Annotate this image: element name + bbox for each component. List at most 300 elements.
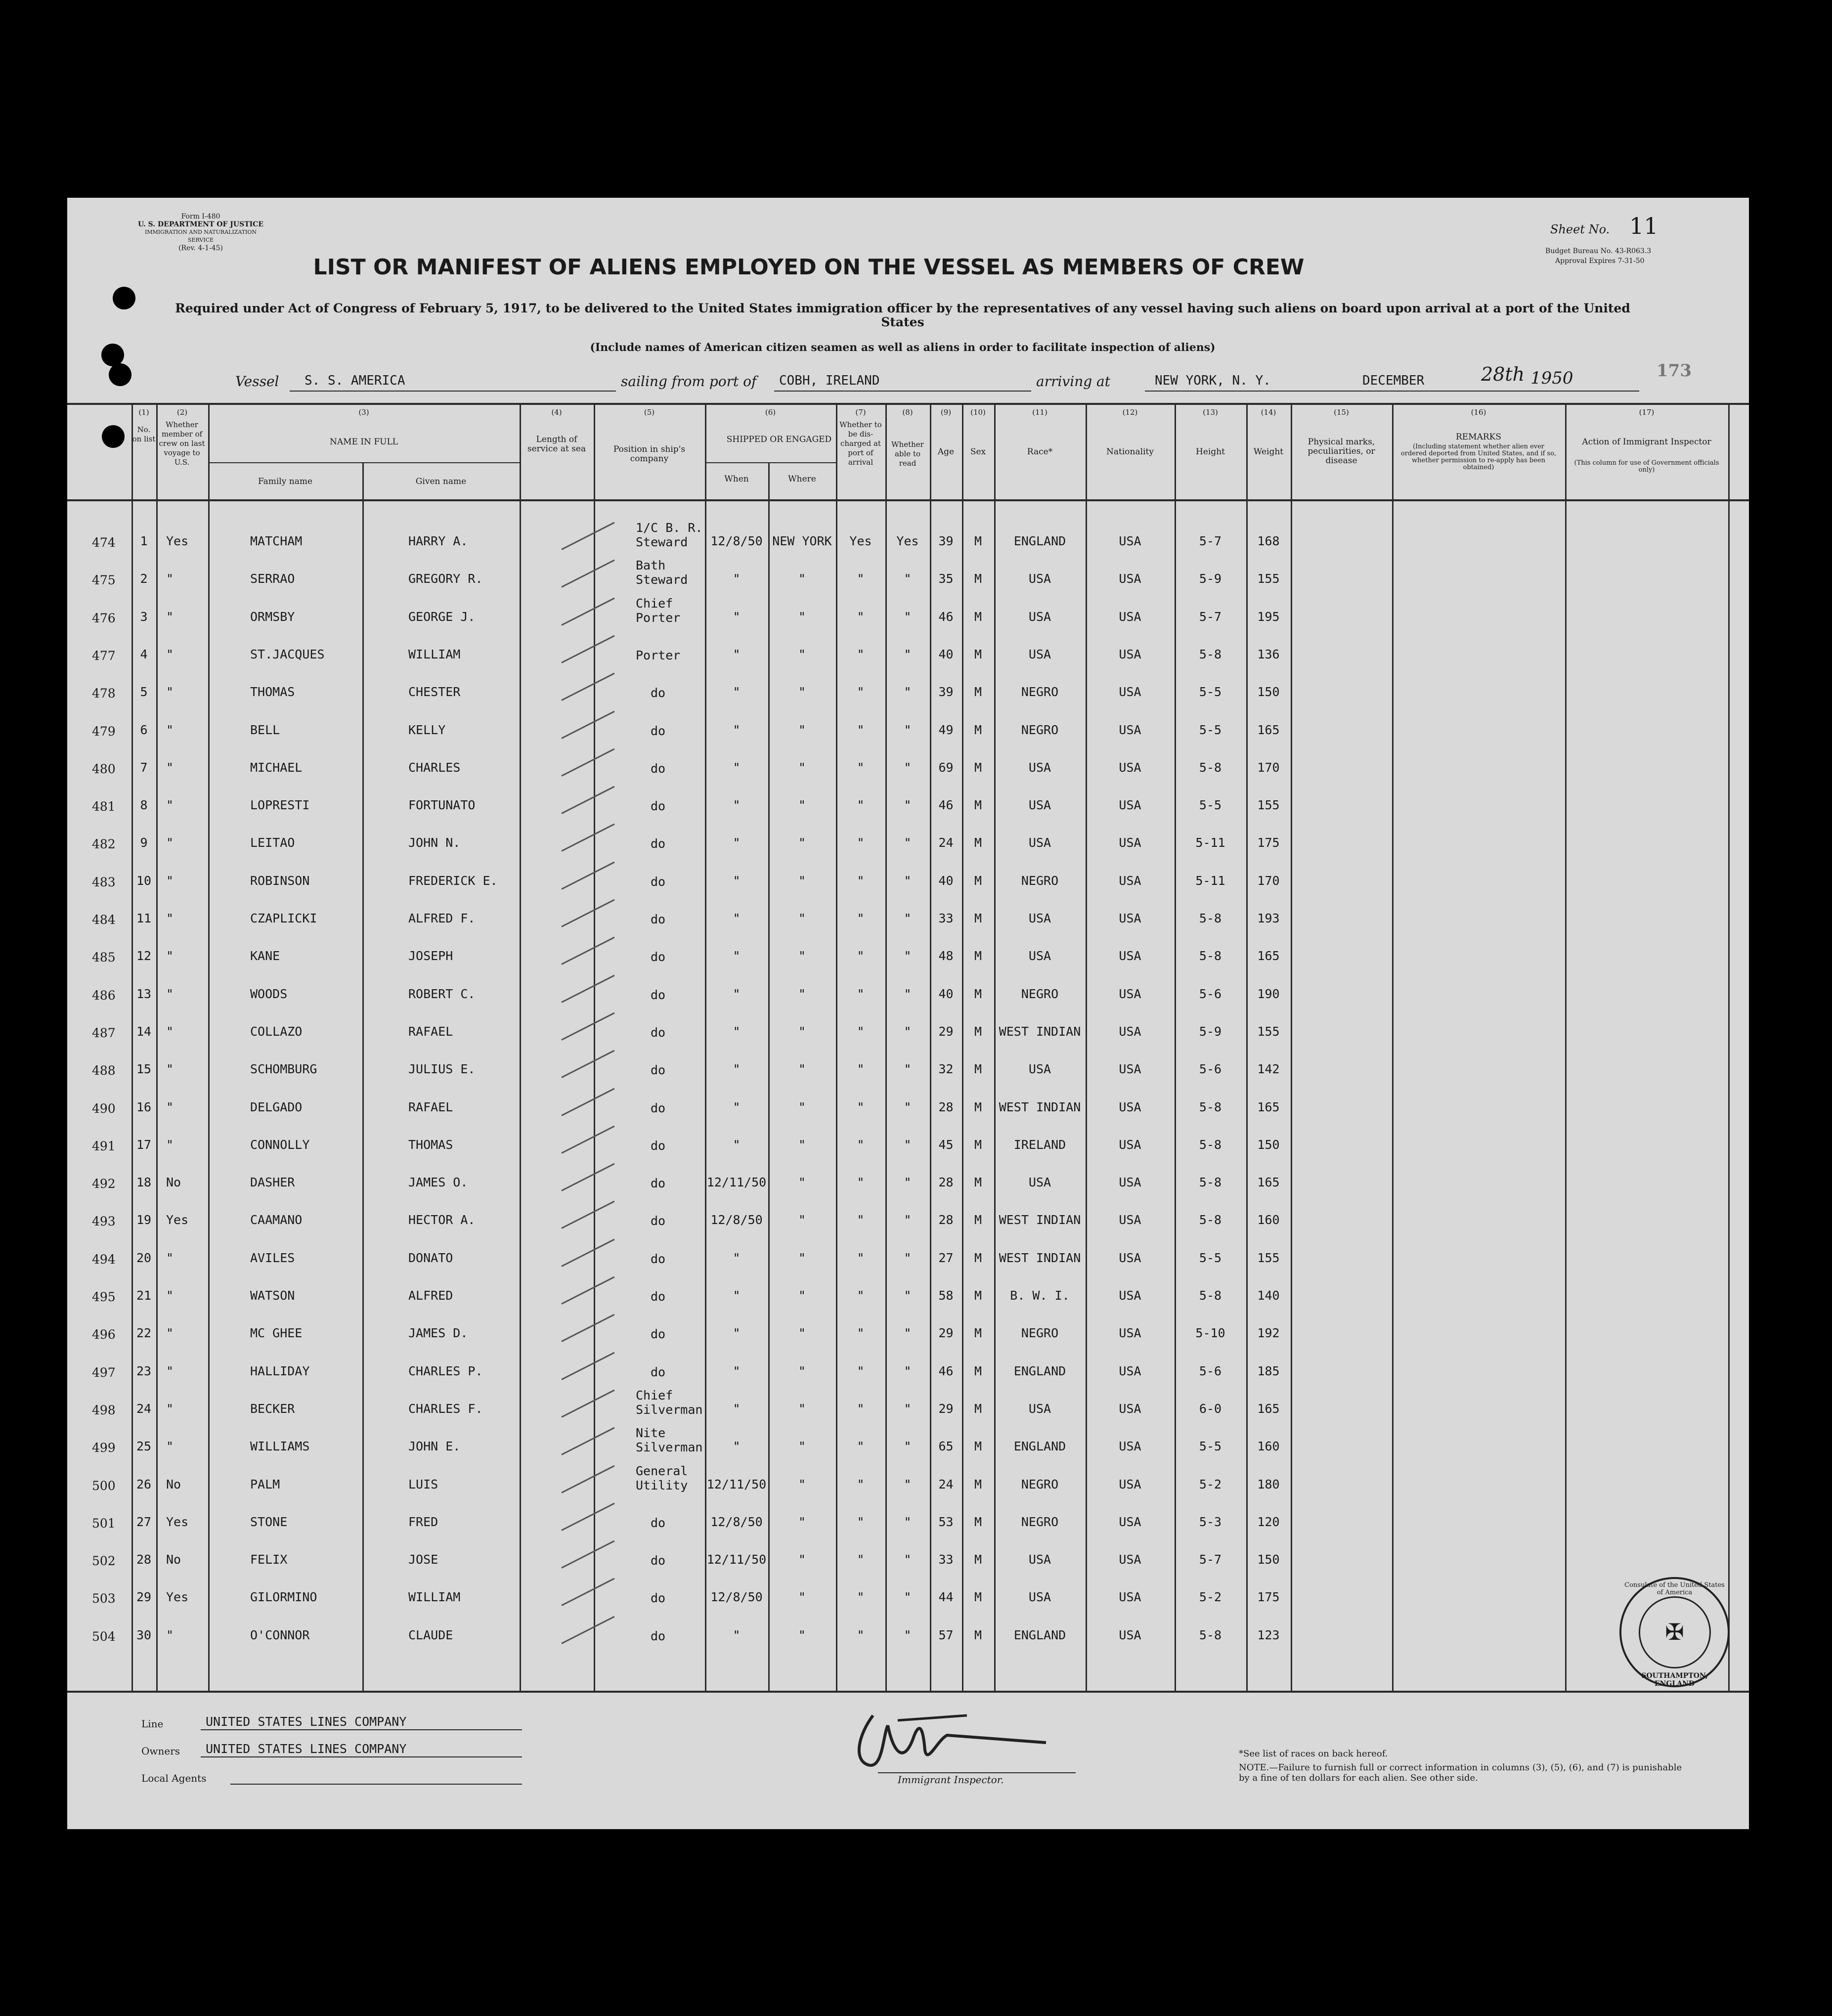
- cell-position-line1: 1/C B. R.: [636, 521, 703, 535]
- cell-nat: USA: [1119, 1402, 1141, 1416]
- cell-read: ": [904, 1439, 912, 1453]
- cell-race: USA: [1028, 647, 1051, 661]
- cell-weight: 195: [1257, 610, 1280, 624]
- cell-read: ": [904, 798, 912, 812]
- col-num-8: (8): [902, 408, 913, 417]
- footer-note-fine: NOTE.—Failure to furnish full or correct information in columns (3), (5), (6), and (7) is punishable by a fine of ten dollars for each alien. See other side.: [1239, 1762, 1682, 1783]
- manifest-sheet: [67, 198, 1749, 1829]
- cell-family: ST.JACQUES: [250, 647, 325, 661]
- cell-weight: 160: [1257, 1439, 1280, 1453]
- cell-position-line2: do: [651, 988, 666, 1002]
- cell-read: ": [904, 1477, 912, 1491]
- cell-position-line2: do: [651, 1063, 666, 1077]
- form-info: [131, 213, 270, 252]
- cell-age: 40: [938, 647, 954, 661]
- cell-weight: 185: [1257, 1364, 1280, 1378]
- cell-position-line2: do: [651, 724, 666, 738]
- cell-race: NEGRO: [1021, 1515, 1059, 1529]
- cell-prev: ": [166, 760, 174, 775]
- cell-age: 45: [938, 1138, 954, 1152]
- cell-nat: USA: [1119, 723, 1141, 737]
- cell-sex: M: [974, 1213, 982, 1227]
- cell-height: 5-8: [1199, 1628, 1222, 1642]
- cell-height: 5-8: [1199, 949, 1222, 963]
- col-num-13: (13): [1203, 408, 1218, 417]
- col-num-5: (5): [644, 408, 655, 417]
- footer-line-value: UNITED STATES LINES COMPANY: [206, 1714, 407, 1729]
- cell-weight: 190: [1257, 987, 1280, 1001]
- cell-height: 5-5: [1199, 798, 1222, 812]
- cell-no: 16: [136, 1100, 152, 1114]
- cell-family: MC GHEE: [250, 1326, 303, 1340]
- sheet-label: Sheet No.: [1550, 222, 1610, 236]
- cell-weight: 155: [1257, 798, 1280, 812]
- cell-read: ": [904, 987, 912, 1001]
- cell-age: 35: [938, 571, 954, 586]
- margin-list-number: 480: [92, 762, 116, 776]
- margin-list-number: 500: [92, 1479, 116, 1493]
- cell-when: ": [733, 949, 741, 963]
- header-no-on-list: No. on list: [132, 425, 156, 443]
- margin-list-number: 484: [92, 913, 116, 927]
- cell-dis: ": [857, 949, 865, 963]
- cell-no: 1: [140, 534, 148, 548]
- cell-family: WOODS: [250, 987, 288, 1001]
- cell-prev: ": [166, 1364, 174, 1378]
- cell-position-line2: do: [651, 1214, 666, 1228]
- cell-family: ROBINSON: [250, 874, 310, 888]
- header-discharged: Whether to be dis-charged at port of arrival: [839, 420, 882, 467]
- cell-given: FORTUNATO: [408, 798, 476, 812]
- cell-weight: 165: [1257, 949, 1280, 963]
- service-check-mark: [561, 522, 614, 550]
- cell-where: ": [798, 723, 806, 737]
- cell-age: 46: [938, 610, 954, 624]
- margin-list-number: 496: [92, 1327, 116, 1342]
- cell-family: WILLIAMS: [250, 1439, 310, 1453]
- cell-nat: USA: [1119, 571, 1141, 586]
- cell-height: 5-8: [1199, 1138, 1222, 1152]
- service-check-mark: [561, 1314, 614, 1342]
- cell-where: ": [798, 1402, 806, 1416]
- cell-prev: ": [166, 1326, 174, 1340]
- cell-family: BECKER: [250, 1402, 295, 1416]
- seal-text: Consulate of the United States of America: [1624, 1581, 1725, 1596]
- cell-when: ": [733, 1138, 741, 1152]
- punch-hole: [109, 363, 131, 386]
- cell-age: 28: [938, 1213, 954, 1227]
- cell-no: 5: [140, 685, 148, 699]
- cell-prev: ": [166, 1402, 174, 1416]
- cell-height: 5-8: [1199, 1100, 1222, 1114]
- cell-height: 5-5: [1199, 1251, 1222, 1265]
- cell-sex: M: [974, 1590, 982, 1604]
- cell-nat: USA: [1119, 647, 1141, 661]
- header-whether-member: Whether member of crew on last voyage to U.S.: [159, 420, 205, 467]
- margin-list-number: 475: [92, 573, 116, 587]
- cell-race: USA: [1028, 911, 1051, 925]
- cell-no: 11: [136, 911, 152, 925]
- cell-height: 5-10: [1195, 1326, 1225, 1340]
- cell-race: ENGLAND: [1013, 1364, 1066, 1378]
- cell-position-line2: do: [651, 1327, 666, 1341]
- cell-given: LUIS: [408, 1477, 438, 1491]
- cell-age: 28: [938, 1175, 954, 1189]
- cell-age: 29: [938, 1402, 954, 1416]
- cell-height: 5-6: [1199, 1062, 1222, 1076]
- cell-when: ": [733, 835, 741, 850]
- cell-position-line2: do: [651, 1516, 666, 1530]
- margin-list-number: 504: [92, 1629, 116, 1644]
- cell-read: ": [904, 1213, 912, 1227]
- cell-nat: USA: [1119, 874, 1141, 888]
- cell-sex: M: [974, 1175, 982, 1189]
- cell-age: 32: [938, 1062, 954, 1076]
- col-num-16: (16): [1471, 408, 1486, 417]
- cell-sex: M: [974, 874, 982, 888]
- cell-height: 5-8: [1199, 1175, 1222, 1189]
- cell-race: USA: [1028, 571, 1051, 586]
- cell-where: ": [798, 1552, 806, 1567]
- cell-age: 46: [938, 798, 954, 812]
- cell-family: KANE: [250, 949, 280, 963]
- cell-height: 5-2: [1199, 1590, 1222, 1604]
- cell-read: ": [904, 874, 912, 888]
- cell-race: NEGRO: [1021, 723, 1059, 737]
- footer-line-label: Line: [141, 1718, 164, 1730]
- cell-no: 2: [140, 571, 148, 586]
- cell-given: FREDERICK E.: [408, 874, 498, 888]
- cell-sex: M: [974, 1628, 982, 1642]
- cell-read: ": [904, 1552, 912, 1567]
- cell-age: 29: [938, 1024, 954, 1039]
- cell-dis: ": [857, 987, 865, 1001]
- service-check-mark: [561, 937, 614, 965]
- service-check-mark: [561, 1163, 614, 1191]
- cell-given: JAMES D.: [408, 1326, 468, 1340]
- cell-dis: ": [857, 1402, 865, 1416]
- cell-dis: ": [857, 1628, 865, 1642]
- cell-read: ": [904, 1628, 912, 1642]
- cell-where: ": [798, 949, 806, 963]
- cell-family: THOMAS: [250, 685, 295, 699]
- cell-no: 25: [136, 1439, 152, 1453]
- cell-race: USA: [1028, 1062, 1051, 1076]
- col-num-9: (9): [940, 408, 952, 417]
- cell-prev: No: [166, 1552, 181, 1567]
- cell-where: NEW YORK: [772, 534, 832, 548]
- cell-height: 6-0: [1199, 1402, 1222, 1416]
- cell-age: 57: [938, 1628, 954, 1642]
- cell-position-line2: do: [651, 836, 666, 851]
- cell-family: O'CONNOR: [250, 1628, 310, 1642]
- header-height: Height: [1196, 447, 1225, 457]
- cell-family: DELGADO: [250, 1100, 303, 1114]
- margin-list-number: 499: [92, 1441, 116, 1455]
- margin-list-number: 482: [92, 837, 116, 851]
- cell-where: ": [798, 1175, 806, 1189]
- col-num-2: (2): [176, 408, 188, 417]
- cell-sex: M: [974, 1062, 982, 1076]
- service-check-mark: [561, 635, 614, 663]
- cell-height: 5-6: [1199, 1364, 1222, 1378]
- cell-nat: USA: [1119, 1213, 1141, 1227]
- form-subtitle-note: (Include names of American citizen seamen as well as aliens in order to facilitate inspection of aliens): [590, 341, 1216, 354]
- cell-height: 5-11: [1195, 874, 1225, 888]
- cell-nat: USA: [1119, 1364, 1141, 1378]
- cell-position-line2: do: [651, 1553, 666, 1568]
- cell-position-line2: do: [651, 799, 666, 813]
- cell-prev: No: [166, 1477, 181, 1491]
- cell-when: 12/8/50: [710, 1590, 763, 1604]
- cell-race: WEST INDIAN: [999, 1024, 1081, 1039]
- cell-prev: ": [166, 1288, 174, 1303]
- cell-dis: ": [857, 647, 865, 661]
- cell-dis: ": [857, 1100, 865, 1114]
- cell-family: STONE: [250, 1515, 288, 1529]
- cell-prev: ": [166, 723, 174, 737]
- cell-where: ": [798, 911, 806, 925]
- margin-list-number: 476: [92, 611, 116, 625]
- service-check-mark: [561, 1050, 614, 1078]
- service-check-mark: [561, 1390, 614, 1418]
- cell-where: ": [798, 760, 806, 775]
- margin-list-number: 490: [92, 1101, 116, 1116]
- col-num-7: (7): [855, 408, 866, 417]
- cell-prev: ": [166, 987, 174, 1001]
- cell-family: DASHER: [250, 1175, 295, 1189]
- cell-given: DONATO: [408, 1251, 453, 1265]
- header-age: Age: [937, 447, 955, 457]
- sailing-label: sailing from port of: [621, 373, 757, 390]
- arrival-year: 1950: [1530, 368, 1573, 388]
- header-physical: Physical marks, peculiarities, or disease: [1308, 437, 1375, 466]
- cell-weight: 120: [1257, 1515, 1280, 1529]
- header-name-in-full: NAME IN FULL: [329, 437, 398, 447]
- cell-dis: ": [857, 835, 865, 850]
- cell-where: ": [798, 1439, 806, 1453]
- cell-age: 69: [938, 760, 954, 775]
- cell-family: AVILES: [250, 1251, 295, 1265]
- header-action: Action of Immigrant Inspector: [1582, 437, 1711, 447]
- cell-read: ": [904, 1326, 912, 1340]
- service-check-mark: [561, 1352, 614, 1380]
- cell-weight: 165: [1257, 723, 1280, 737]
- cell-when: ": [733, 685, 741, 699]
- margin-list-number: 486: [92, 988, 116, 1003]
- cell-prev: ": [166, 949, 174, 963]
- cell-height: 5-3: [1199, 1515, 1222, 1529]
- cell-family: GILORMINO: [250, 1590, 317, 1604]
- margin-list-number: 495: [92, 1290, 116, 1304]
- cell-where: ": [798, 874, 806, 888]
- cell-height: 5-8: [1199, 647, 1222, 661]
- cell-position-line2: Silverman: [636, 1440, 703, 1454]
- cell-given: ALFRED: [408, 1288, 453, 1303]
- margin-list-number: 483: [92, 875, 116, 889]
- cell-nat: USA: [1119, 1477, 1141, 1491]
- service-check-mark: [561, 1201, 614, 1229]
- cell-when: 12/8/50: [710, 1213, 763, 1227]
- cell-nat: USA: [1119, 1024, 1141, 1039]
- cell-no: 26: [136, 1477, 152, 1491]
- cell-when: ": [733, 760, 741, 775]
- cell-where: ": [798, 1477, 806, 1491]
- cell-no: 10: [136, 874, 152, 888]
- cell-position-line1: Nite: [636, 1426, 666, 1440]
- cell-given: FRED: [408, 1515, 438, 1529]
- cell-dis: ": [857, 798, 865, 812]
- cell-where: ": [798, 1515, 806, 1529]
- header-weight: Weight: [1253, 447, 1284, 457]
- cell-sex: M: [974, 647, 982, 661]
- cell-age: 49: [938, 723, 954, 737]
- cell-weight: 155: [1257, 1024, 1280, 1039]
- cell-height: 5-7: [1199, 1552, 1222, 1567]
- inspector-label: Immigrant Inspector.: [898, 1774, 1004, 1786]
- cell-weight: 165: [1257, 1402, 1280, 1416]
- cell-no: 21: [136, 1288, 152, 1303]
- margin-list-number: 487: [92, 1026, 116, 1040]
- cell-race: USA: [1028, 949, 1051, 963]
- cell-race: ENGLAND: [1013, 1439, 1066, 1453]
- service-check-mark: [561, 673, 614, 701]
- service-check-mark: [561, 711, 614, 739]
- cell-read: ": [904, 1100, 912, 1114]
- cell-age: 28: [938, 1100, 954, 1114]
- margin-list-number: 478: [92, 686, 116, 701]
- footer-owners-value: UNITED STATES LINES COMPANY: [206, 1742, 407, 1756]
- cell-prev: ": [166, 1024, 174, 1039]
- cell-given: ROBERT C.: [408, 987, 476, 1001]
- cell-age: 27: [938, 1251, 954, 1265]
- cell-read: ": [904, 911, 912, 925]
- cell-no: 9: [140, 835, 148, 850]
- cell-when: ": [733, 1402, 741, 1416]
- cell-weight: 150: [1257, 1552, 1280, 1567]
- cell-given: HECTOR A.: [408, 1213, 476, 1227]
- cell-weight: 170: [1257, 760, 1280, 775]
- cell-sex: M: [974, 685, 982, 699]
- cell-height: 5-11: [1195, 835, 1225, 850]
- cell-prev: ": [166, 571, 174, 586]
- header-length-service: Length of service at sea: [527, 435, 586, 454]
- approval-expires: Approval Expires 7-31-50: [1555, 257, 1645, 265]
- col-num-14: (14): [1261, 408, 1276, 417]
- margin-list-number: 481: [92, 799, 116, 814]
- service-check-mark: [561, 1088, 614, 1116]
- cell-weight: 168: [1257, 534, 1280, 548]
- cell-age: 29: [938, 1326, 954, 1340]
- cell-position-line2: do: [651, 912, 666, 926]
- cell-given: THOMAS: [408, 1138, 453, 1152]
- footer-note-races: *See list of races on back hereof.: [1239, 1749, 1388, 1759]
- margin-list-number: 503: [92, 1591, 116, 1606]
- col-num-10: (10): [970, 408, 986, 417]
- cell-when: ": [733, 571, 741, 586]
- cell-family: FELIX: [250, 1552, 288, 1567]
- service-check-mark: [561, 1276, 614, 1305]
- cell-prev: Yes: [166, 1590, 189, 1604]
- cell-read: Yes: [896, 534, 919, 548]
- cell-height: 5-7: [1199, 610, 1222, 624]
- cell-read: ": [904, 610, 912, 624]
- cell-when: ": [733, 1364, 741, 1378]
- cell-height: 5-5: [1199, 1439, 1222, 1453]
- cell-nat: USA: [1119, 1138, 1141, 1152]
- cell-age: 53: [938, 1515, 954, 1529]
- cell-sex: M: [974, 1326, 982, 1340]
- header-given-name: Given name: [415, 477, 467, 486]
- cell-position-line2: do: [651, 1025, 666, 1040]
- margin-list-number: 477: [92, 649, 116, 663]
- cell-given: CLAUDE: [408, 1628, 453, 1642]
- cell-sex: M: [974, 949, 982, 963]
- cell-nat: USA: [1119, 949, 1141, 963]
- cell-read: ": [904, 571, 912, 586]
- cell-when: ": [733, 1288, 741, 1303]
- cell-sex: M: [974, 1439, 982, 1453]
- cell-nat: USA: [1119, 760, 1141, 775]
- cell-sex: M: [974, 1515, 982, 1529]
- cell-position-line2: do: [651, 1629, 666, 1643]
- cell-age: 33: [938, 1552, 954, 1567]
- sheet-number: 11: [1629, 213, 1658, 239]
- cell-sex: M: [974, 1100, 982, 1114]
- cell-where: ": [798, 1326, 806, 1340]
- cell-read: ": [904, 1515, 912, 1529]
- cell-when: ": [733, 987, 741, 1001]
- vessel-label: Vessel: [235, 373, 279, 390]
- cell-dis: ": [857, 1364, 865, 1378]
- cell-prev: ": [166, 1100, 174, 1114]
- cell-height: 5-5: [1199, 723, 1222, 737]
- cell-family: BELL: [250, 723, 280, 737]
- cell-read: ": [904, 647, 912, 661]
- cell-when: ": [733, 1326, 741, 1340]
- cell-no: 13: [136, 987, 152, 1001]
- cell-given: GEORGE J.: [408, 610, 476, 624]
- cell-where: ": [798, 610, 806, 624]
- cell-no: 7: [140, 760, 148, 775]
- cell-nat: USA: [1119, 685, 1141, 699]
- cell-position-line2: do: [651, 1289, 666, 1304]
- cell-when: ": [733, 798, 741, 812]
- col-num-17: (17): [1639, 408, 1655, 417]
- cell-when: 12/8/50: [710, 1515, 763, 1529]
- cell-family: PALM: [250, 1477, 280, 1491]
- margin-list-number: 501: [92, 1516, 116, 1531]
- cell-when: ": [733, 647, 741, 661]
- cell-dis: ": [857, 1062, 865, 1076]
- cell-given: JOSE: [408, 1552, 438, 1567]
- cell-position-line2: Porter: [636, 611, 681, 625]
- cell-age: 58: [938, 1288, 954, 1303]
- cell-race: WEST INDIAN: [999, 1213, 1081, 1227]
- service-check-mark: [561, 748, 614, 777]
- margin-list-number: 493: [92, 1214, 116, 1228]
- cell-sex: M: [974, 1402, 982, 1416]
- cell-race: USA: [1028, 1175, 1051, 1189]
- arriving-label: arriving at: [1036, 373, 1110, 390]
- cell-weight: 175: [1257, 835, 1280, 850]
- cell-position-line2: do: [651, 950, 666, 964]
- cell-given: KELLY: [408, 723, 446, 737]
- cell-race: NEGRO: [1021, 987, 1059, 1001]
- cell-age: 39: [938, 534, 954, 548]
- cell-sex: M: [974, 835, 982, 850]
- cell-when: 12/8/50: [710, 534, 763, 548]
